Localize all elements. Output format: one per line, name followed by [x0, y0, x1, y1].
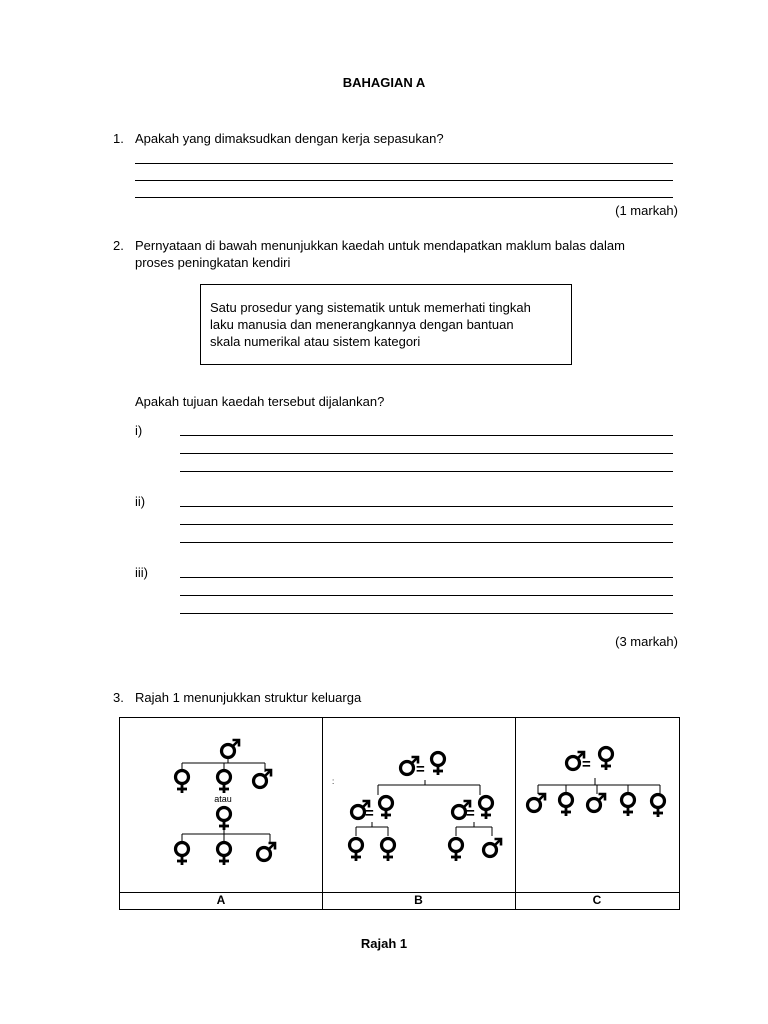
q2-text-line-1: Pernyataan di bawah menunjukkan kaedah untuk mendapatkan maklum balas dalam [135, 238, 625, 253]
male-symbol-icon [528, 794, 546, 812]
female-symbol-icon [450, 839, 463, 862]
q2-i-line-2[interactable] [180, 453, 673, 454]
family-tree-diagrams [120, 718, 679, 892]
male-symbol-icon [484, 839, 502, 857]
q2-ii-line-2[interactable] [180, 524, 673, 525]
figure-caption: Rajah 1 [360, 936, 408, 951]
section-title: BAHAGIAN A [342, 75, 426, 90]
q3-number: 3. [113, 690, 124, 705]
equals-sign: = [365, 805, 374, 822]
q2-iii-line-2[interactable] [180, 595, 673, 596]
female-symbol-icon [218, 771, 231, 794]
family-structure-figure [119, 717, 680, 910]
q1-answer-line-3[interactable] [135, 197, 673, 198]
female-symbol-icon [218, 808, 231, 831]
q1-answer-line-2[interactable] [135, 180, 673, 181]
female-symbol-icon [480, 797, 493, 820]
female-symbol-icon [652, 795, 665, 818]
small-colon-mark: : [332, 777, 335, 786]
male-symbol-icon [222, 740, 240, 758]
female-symbol-icon [382, 839, 395, 862]
q1-number: 1. [113, 131, 124, 146]
male-symbol-icon [258, 843, 276, 861]
panel-label-c: C [592, 893, 602, 907]
female-symbol-icon [600, 748, 613, 771]
q2-iii-line-3[interactable] [180, 613, 673, 614]
female-symbol-icon [176, 771, 189, 794]
q2-ii-line-3[interactable] [180, 542, 673, 543]
equals-sign: = [466, 805, 475, 822]
q3-text: Rajah 1 menunjukkan struktur keluarga [135, 690, 362, 705]
q2-i-line-3[interactable] [180, 471, 673, 472]
q1-text: Apakah yang dimaksudkan dengan kerja sepasukan? [135, 131, 444, 146]
q2-item-iii: iii) [135, 565, 148, 580]
q2-i-line-1[interactable] [180, 435, 673, 436]
family-tree-c [528, 748, 665, 818]
q2-box-line-3: skala numerikal atau sistem kategori [210, 334, 421, 349]
q2-iii-line-1[interactable] [180, 577, 673, 578]
male-symbol-icon [588, 794, 606, 812]
female-symbol-icon [176, 843, 189, 866]
female-symbol-icon [350, 839, 363, 862]
equals-sign: = [416, 761, 425, 778]
q2-ii-line-1[interactable] [180, 506, 673, 507]
male-symbol-icon [254, 770, 272, 788]
family-tree-b [332, 753, 501, 862]
q2-number: 2. [113, 238, 124, 253]
q2-item-i: i) [135, 423, 143, 438]
q2-box-line-1: Satu prosedur yang sistematik untuk memerhati tingkah [210, 300, 531, 315]
female-symbol-icon [218, 843, 231, 866]
q2-statement-box [200, 284, 572, 365]
equals-sign: = [582, 756, 591, 773]
q2-text-line-2: proses peningkatan kendiri [135, 255, 291, 270]
atau-label: atau [214, 794, 232, 804]
panel-label-a: A [216, 893, 226, 907]
q1-answer-line-1[interactable] [135, 163, 673, 164]
q2-box-line-2: laku manusia dan menerangkannya dengan bantuan [210, 317, 514, 332]
female-symbol-icon [622, 794, 635, 817]
q1-marks: (1 markah) [615, 203, 678, 218]
q2-item-ii: ii) [135, 494, 146, 509]
q2-marks: (3 markah) [615, 634, 678, 649]
female-symbol-icon [380, 797, 393, 820]
q2-sub-question: Apakah tujuan kaedah tersebut dijalankan? [135, 394, 385, 409]
family-tree-a [176, 740, 276, 865]
female-symbol-icon [432, 753, 445, 776]
panel-label-b: B [414, 893, 423, 907]
female-symbol-icon [560, 794, 573, 817]
